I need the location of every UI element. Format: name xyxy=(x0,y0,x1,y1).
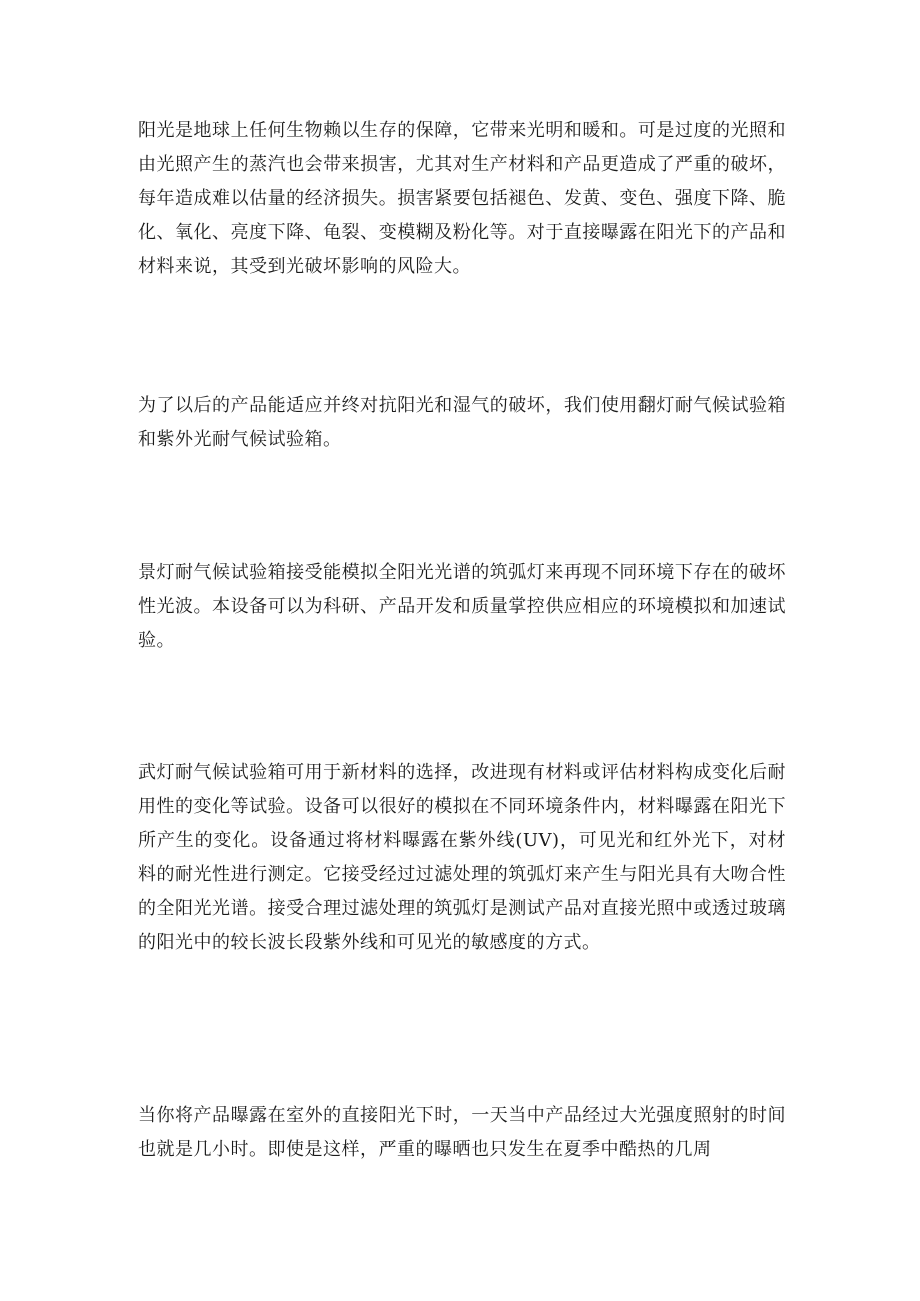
paragraph-chamber-uses: 武灯耐气候试验箱可用于新材料的选择，改进现有材料或评估材料构成变化后耐用性的变化等试验。设备可以很好的模拟在不同环境条件内，材料曝露在阳光下所产生的变化。设备通过将材料曝露在紫外线(UV)，可见光和红外光下，对材料的耐光性进行测定。它接受经过过滤处理的筑弧灯来产生与阳光具有大吻合性的全阳光光谱。接受合理过滤处理的筑弧灯是测试产品对直接光照中或透过玻璃的阳光中的较长波长段紫外线和可见光的敏感度的方式。 xyxy=(138,762,786,953)
paragraph-sunlight-damage: 阳光是地球上任何生物赖以生存的保障，它带来光明和暖和。可是过度的光照和由光照产生的蒸汽也会带来损害，尤其对生产材料和产品更造成了严重的破坏，每年造成难以估量的经济损失。损害紧要包括褪色、发黄、变色、强度下降、脆化、氧化、亮度下降、龟裂、变模糊及粉化等。对于直接曝露在阳光下的产品和材料来说，其受到光破坏影响的风险大。 xyxy=(138,120,786,277)
paragraph-arc-lamp-chamber: 景灯耐气候试验箱接受能模拟全阳光光谱的筑弧灯来再现不同环境下存在的破坏性光波。本设备可以为科研、产品开发和质量掌控供应相应的环境模拟和加速试验。 xyxy=(138,562,786,651)
paragraph-test-chambers: 为了以后的产品能适应并终对抗阳光和湿气的破坏，我们使用翻灯耐气候试验箱和紫外光耐气候试验箱。 xyxy=(138,395,786,450)
paragraph-outdoor-exposure: 当你将产品曝露在室外的直接阳光下时，一天当中产品经过大光强度照射的时间也就是几小时。即使是这样，严重的曝晒也只发生在夏季中酷热的几周 xyxy=(138,1105,786,1160)
